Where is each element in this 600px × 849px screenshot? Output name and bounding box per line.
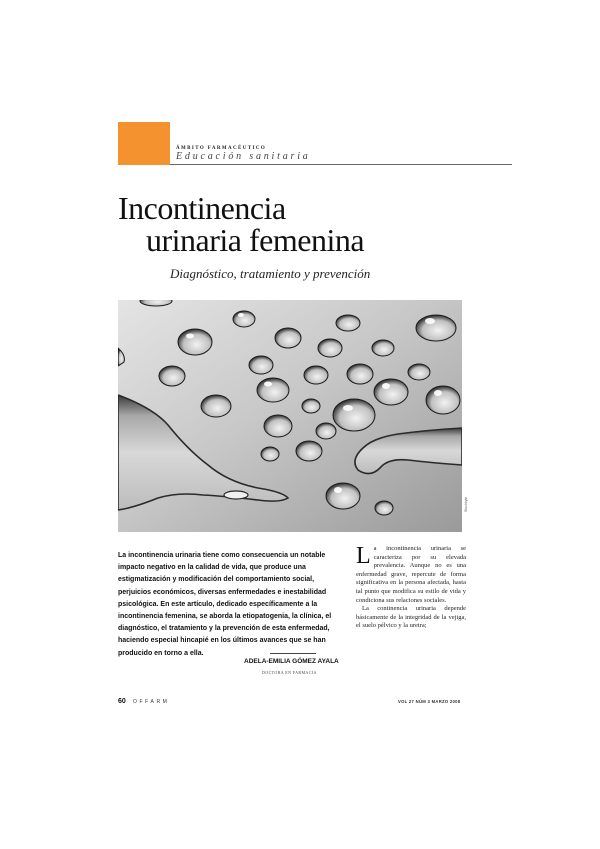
article-title [118,192,364,256]
author-name: ADELA-EMILIA GÓMEZ AYALA [244,658,339,665]
author-role: DOCTORA EN FARMACIA [262,670,317,675]
issue-info: VOL 27 NÚM 3 MARZO 2008 [398,699,461,704]
article-abstract: La incontinencia urinaria tiene como consecuencia un notable impacto negativo en la calidad de vida, que produce una estigmatización y modificación del comportamiento social, perjuicios económicos, diversas enfermedades e inestabilidad psicológica. En este artículo, dedicado específicamente a la incontinencia femenina, se aborda la etiopatogenia, la clínica, el diagnóstico, el tratamiento y la prevención de esta enfermedad, haciendo especial hincapié en los últimos avances que se han producido en torno a ella. [118,552,332,657]
title-line-2: urinaria femenina [146,222,365,258]
photo-credit: Stockbyte [464,496,468,512]
header-rule [170,164,512,165]
journal-name: OFFARM [133,699,170,705]
water-droplets-photo [118,300,462,532]
section-color-block [118,122,170,165]
title-line-1: Incontinencia [118,190,286,226]
page-number: 60 [118,698,126,705]
body-paragraph-1 [356,545,466,605]
drop-cap: L [356,543,371,569]
body-paragraph-1-text: a incontinencia urinaria se caracteriza por su elevada prevalencia. Aunque no es una enfermedad grave, repercute de forma significativa en la persona afectada, hasta tal punto que modifica su estilo de vida y condiciona sus relaciones sociales. [356,545,466,604]
body-column [356,545,466,631]
author-rule [270,653,316,654]
article-subtitle: Diagnóstico, tratamiento y prevención [170,266,371,281]
body-paragraph-2: La continencia urinaria depende básicamente de la integridad de la vejiga, el suelo pélvico y la uretra; [356,605,466,630]
subsection-label: Educación sanitaria [176,151,311,162]
section-label: ÁMBITO FARMACÉUTICO [176,146,267,151]
